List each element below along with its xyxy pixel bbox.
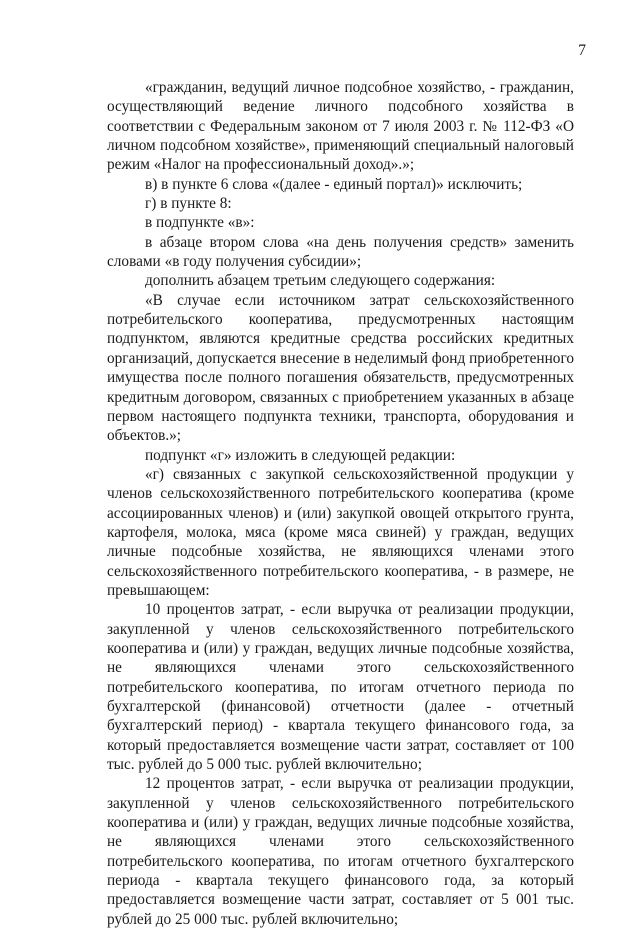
paragraph: 12 процентов затрат, - если выручка от реализации продукции, закупленной у членов сельскохозяйственного потребительского кооператива и (или) у граждан, ведущих личные подсобные хозяйства, не являющихся членами этого сельскохозяйственного потребительского кооператива, по итогам отчетного бухгалтерского периода - квартала текущего финансового года, за который предоставляется возмещение части затрат, составляет от 5 001 тыс. рублей до 25 000 тыс. рублей включительно; (107, 775, 574, 928)
paragraph: «гражданин, ведущий личное подсобное хозяйство, - гражданин, осуществляющий ведение личного подсобного хозяйства в соответствии с Федеральным законом от 7 июля 2003 г. № 112-ФЗ «О личном подсобном хозяйстве», применяющий специальный налоговый режим «Налог на профессиональный доход».»; (107, 79, 574, 174)
document-body (107, 78, 574, 929)
paragraph: дополнить абзацем третьим следующего содержания: (145, 272, 496, 290)
paragraph: г) в пункте 8: (145, 195, 232, 213)
paragraph: в подпункте «в»: (145, 214, 255, 232)
page-number: 7 (578, 42, 586, 59)
paragraph: в абзаце втором слова «на день получения средств» заменить словами «в году получения субсидии»; (107, 233, 574, 271)
paragraph: 10 процентов затрат, - если выручка от реализации продукции, закупленной у членов сельскохозяйственного потребительского кооператива и (или) у граждан, ведущих личные подсобные хозяйства, не являющихся членами этого сельскохозяйственного потребительского кооператива, по итогам отчетного периода по бухгалтерской (финансовой) отчетности (далее - отчетный бухгалтерский период) - квартала текущего финансового года, за который предоставляется возмещение части затрат, составляет от 100 тыс. рублей до 5 000 тыс. рублей включительно; (107, 601, 574, 774)
paragraph: подпункт «г» изложить в следующей редакции: (145, 446, 456, 464)
paragraph: «В случае если источником затрат сельскохозяйственного потребительского кооператива, предусмотренных настоящим подпунктом, являются кредитные средства российских кредитных организаций, допускается внесение в неделимый фонд приобретенного имущества после полного погашения обязательств, предусмотренных кредитным договором, связанных с приобретением указанных в абзаце первом настоящего подпункта техники, транспорта, оборудования и объектов.»; (107, 291, 574, 445)
paragraph: в) в пункте 6 слова «(далее - единый портал)» исключить; (145, 175, 523, 193)
paragraph: «г) связанных с закупкой сельскохозяйственной продукции у членов сельскохозяйственного потребительского кооператива (кроме ассоциированных членов) и (или) закупкой овощей открытого грунта, картофеля, молока, мяса (кроме мяса свиней) у граждан, ведущих личные подсобные хозяйства, не являющихся членами этого сельскохозяйственного потребительского кооператива, - в размере, не превышающем: (107, 465, 574, 599)
